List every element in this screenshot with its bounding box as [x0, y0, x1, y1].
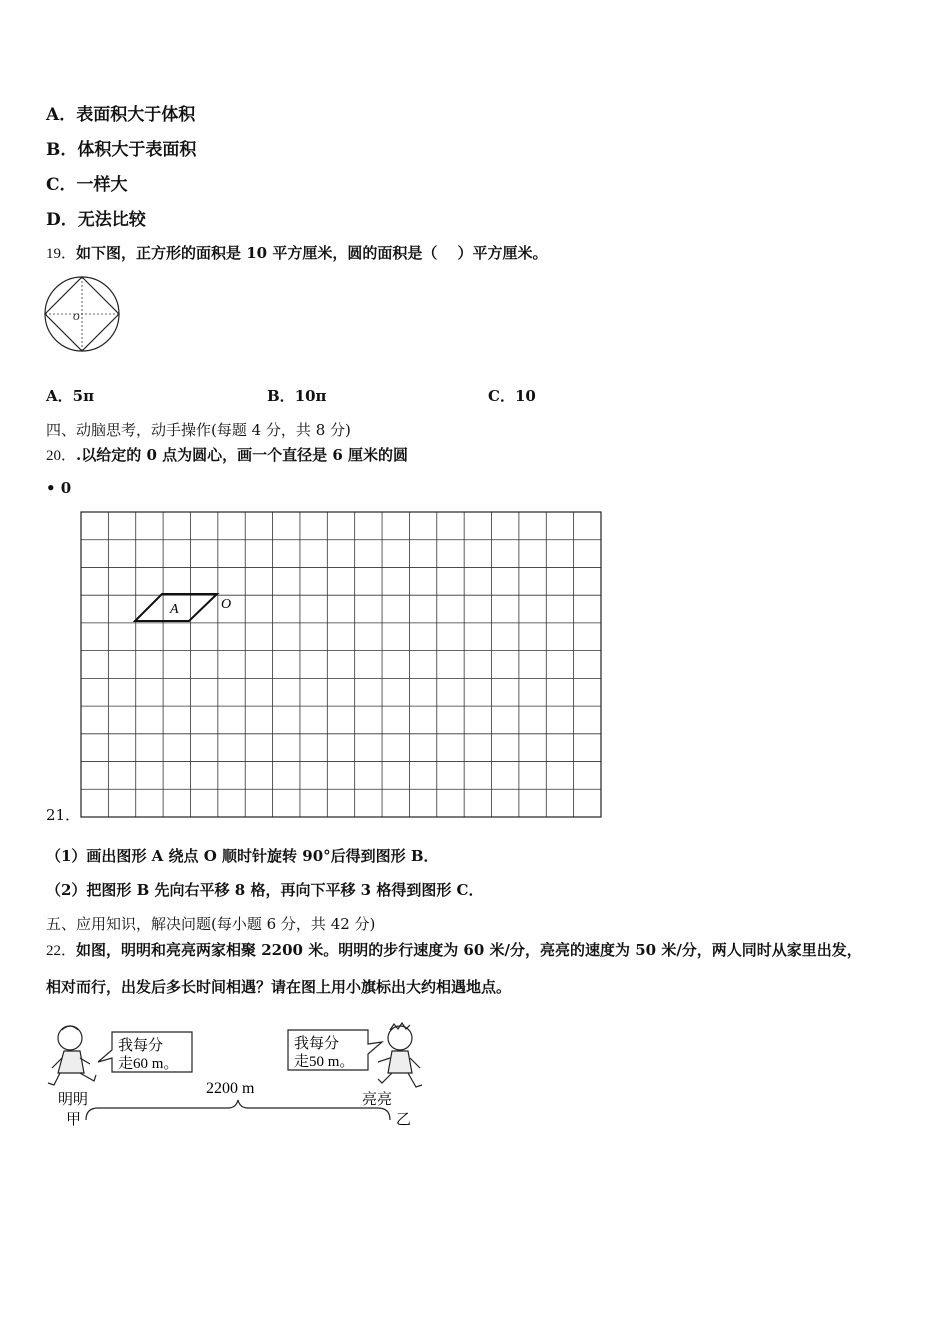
- question-text: 如下图，正方形的面积是 10 平方厘米，圆的面积是（ ）平方厘米。: [76, 244, 548, 262]
- q18-option-d: [46, 205, 146, 230]
- liangliang-figure: [378, 1023, 422, 1087]
- option-text: 5π: [72, 387, 95, 405]
- distance-brace: [86, 1100, 390, 1120]
- right-name-label: 亮亮: [362, 1092, 393, 1108]
- left-end-label: 甲: [66, 1112, 82, 1128]
- right-bubble-line2: 走50 m。: [294, 1054, 355, 1070]
- option-letter: A．: [46, 387, 73, 405]
- left-speech-bubble: [98, 1032, 192, 1072]
- right-speech-bubble: [288, 1030, 382, 1070]
- option-letter: C．: [46, 175, 77, 195]
- question-number: 22．: [46, 943, 77, 959]
- left-name-label: 明明: [58, 1092, 89, 1108]
- liangliang-head: [388, 1026, 412, 1050]
- q19-option-a: [46, 385, 94, 406]
- liangliang-body: [388, 1051, 412, 1073]
- q21-sub2: （2）把图形 B 先向右平移 8 格，再向下平移 3 格得到图形 C．: [46, 881, 484, 899]
- right-end-label: 乙: [396, 1112, 412, 1128]
- q18-option-b: [46, 135, 196, 160]
- center-label: O: [73, 312, 80, 322]
- q21-number: 21．: [46, 806, 81, 824]
- q22-line2: 相对而行，出发后多长时间相遇？请在图上用小旗标出大约相遇地点。: [46, 978, 512, 996]
- q19-option-c: [488, 385, 536, 406]
- q18-option-a: [46, 100, 195, 125]
- left-bubble-line2: 走60 m。: [118, 1056, 179, 1072]
- right-bubble-line1: 我每分: [294, 1036, 340, 1052]
- option-text: 表面积大于体积: [76, 105, 196, 125]
- q19-option-b: [267, 385, 327, 406]
- shape-a-label: A: [170, 602, 179, 617]
- q21-grid: [78, 508, 606, 822]
- q22-figure: [40, 1018, 430, 1130]
- option-text: 10: [514, 387, 536, 405]
- option-letter: B．: [267, 387, 295, 405]
- q21-sub1: （1）画出图形 A 绕点 O 顺时针旋转 90°后得到图形 B．: [46, 847, 439, 865]
- circle-square-figure: [40, 272, 126, 356]
- option-letter: A．: [46, 105, 77, 125]
- question-number: 20．: [46, 448, 77, 464]
- question-text: .以给定的 0 点为圆心，画一个直径是 6 厘米的圆: [76, 446, 409, 464]
- q18-option-c: [46, 170, 128, 195]
- section-4-title: 四、动脑思考，动手操作(每题 4 分，共 8 分): [46, 421, 351, 439]
- section-5-title: 五、应用知识，解决问题(每小题 6 分，共 42 分): [46, 915, 376, 933]
- mingming-figure: [48, 1026, 96, 1085]
- left-bubble-line1: 我每分: [118, 1038, 164, 1054]
- q19-stem: [46, 242, 548, 263]
- question-number: 19．: [46, 246, 77, 262]
- option-text: 体积大于表面积: [77, 140, 197, 160]
- grid-border: [81, 512, 601, 817]
- option-letter: C．: [488, 387, 515, 405]
- option-text: 一样大: [76, 175, 128, 195]
- q22-line1: [46, 939, 862, 960]
- point-o-label: O: [221, 597, 232, 612]
- q20-point-label: • 0: [46, 479, 72, 497]
- grid-lines: [81, 512, 601, 817]
- option-letter: B．: [46, 140, 78, 160]
- question-text: 如图，明明和亮亮两家相聚 2200 米。明明的步行速度为 60 米/分，亮亮的速度为 50 米/分，两人同时从家里出发，: [76, 941, 862, 959]
- option-text: 10π: [294, 387, 327, 405]
- distance-label: 2200 m: [206, 1080, 255, 1097]
- option-letter: D．: [46, 210, 78, 230]
- q20-stem: [46, 444, 408, 465]
- mingming-body: [58, 1051, 84, 1073]
- option-text: 无法比较: [77, 210, 146, 230]
